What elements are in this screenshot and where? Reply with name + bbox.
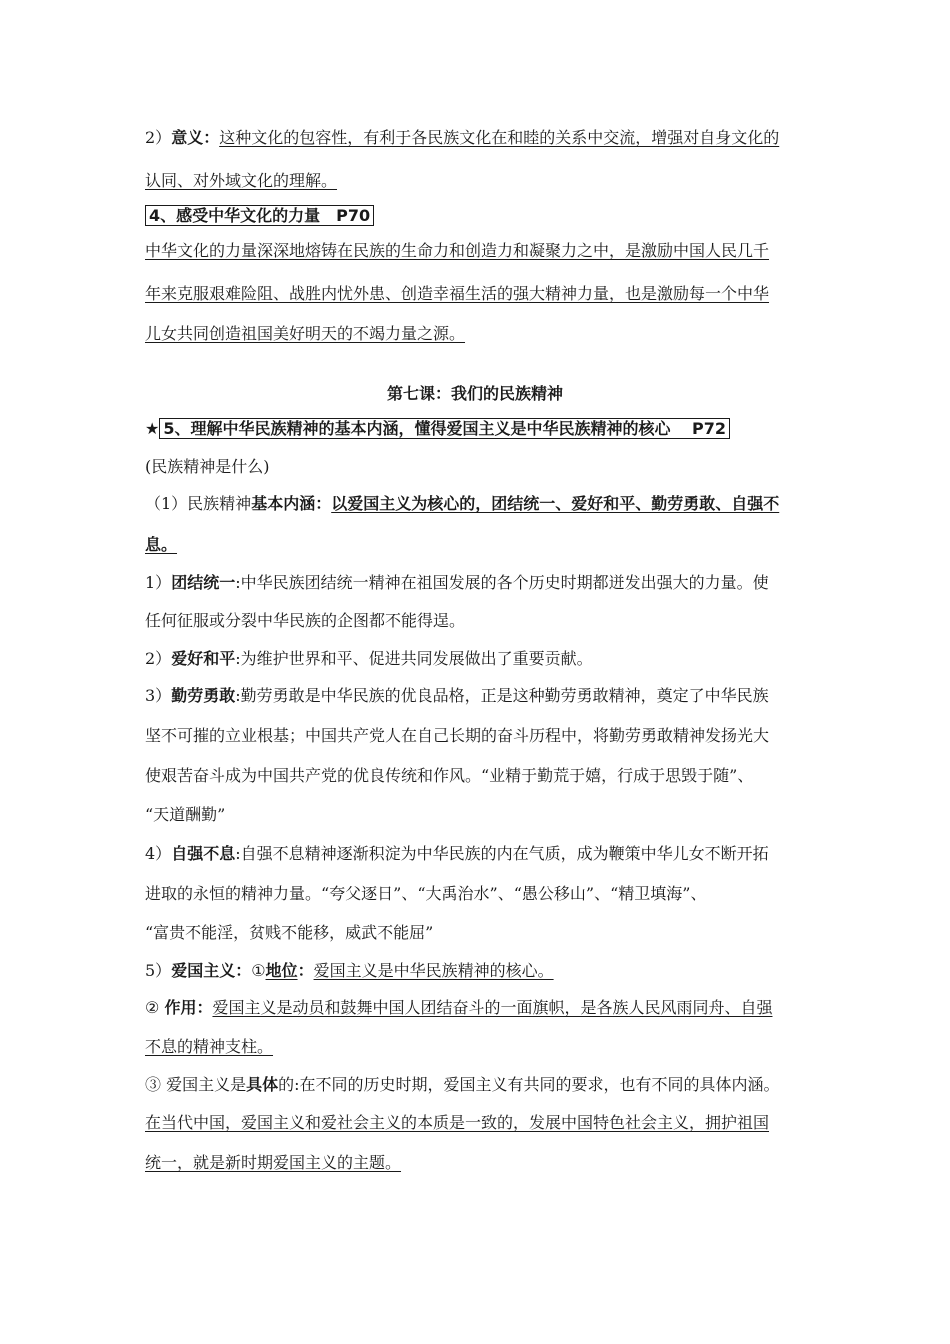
peace-text: :为维护世界和平、促进共同发展做出了重要贡献。 (235, 649, 593, 668)
culture-power-text-2: 年来克服艰难险阻、战胜内忧外患、创造幸福生活的强大精神力量，也是激励每一个中华 (145, 284, 770, 303)
unity-line-1 (145, 572, 769, 594)
significance-line-2 (145, 170, 337, 192)
concrete-text-2: 在当代中国，爱国主义和爱社会主义的本质是一致的，发展中国特色社会主义，拥护祖国 (145, 1113, 770, 1132)
diligence-label: 勤劳勇敢 (171, 686, 236, 705)
significance-label: 意义： (171, 128, 220, 147)
item-number: 2） (145, 128, 172, 147)
basic-meaning-prefix: （1）民族精神 (145, 494, 252, 513)
unity-label: 团结统一 (171, 573, 236, 592)
diligence-text-1: :勤劳勇敢是中华民族的优良品格，正是这种勤劳勇敢精神，奠定了中华民族 (235, 686, 769, 705)
item-number: 1） (145, 573, 172, 592)
culture-power-text-3: 儿女共同创造祖国美好明天的不竭力量之源。 (145, 324, 466, 343)
item-number: 4） (145, 844, 172, 863)
item-number: 3） (145, 686, 172, 705)
item-number: 5） (145, 961, 172, 980)
function-label: 作用 (164, 998, 197, 1017)
section-heading-5 (145, 418, 730, 440)
concrete-label: 具体 (246, 1075, 279, 1094)
function-line-1 (145, 997, 772, 1019)
basic-meaning-label: 基本内涵： (251, 494, 332, 513)
patriotism-label: 爱国主义： (171, 961, 252, 980)
item-number: 2） (145, 649, 172, 668)
diligence-line-1 (145, 685, 769, 707)
diligence-line-2: 坚不可摧的立业根基；中国共产党人在自己长期的奋斗历程中，将勤劳勇敢精神发扬光大 (145, 726, 770, 745)
concrete-text-1: 的:在不同的历史时期，爱国主义有共同的要求，也有不同的具体内涵。 (278, 1075, 780, 1094)
concrete-line-3 (145, 1152, 401, 1174)
self-strength-text-1: :自强不息精神逐渐积淀为中华民族的内在气质，成为鞭策中华儿女不断开拓 (235, 844, 769, 863)
self-strength-line-2: 进取的永恒的精神力量。“夸父逐日”、“大禹治水”、“愚公移山”、“精卫填海”、 (145, 884, 707, 903)
self-strength-line-3: “富贵不能淫，贫贱不能移，威武不能屈” (145, 923, 434, 942)
patriotism-line (145, 960, 554, 982)
function-colon: ： (196, 998, 213, 1017)
function-line-2 (145, 1036, 273, 1058)
peace-label: 爱好和平 (171, 649, 236, 668)
basic-meaning-line-1 (145, 493, 779, 515)
heading-4-box: 4、感受中华文化的力量 P70 (145, 205, 374, 226)
status-text: 爱国主义是中华民族精神的核心。 (313, 961, 554, 980)
section-heading-4 (145, 205, 374, 227)
culture-power-text-1: 中华文化的力量深深地熔铸在民族的生命力和创造力和凝聚力之中，是激励中国人民几千 (145, 241, 770, 260)
function-text-2: 不息的精神支柱。 (145, 1037, 274, 1056)
status-label: 地位 (265, 961, 298, 980)
star-icon: ★ (145, 419, 160, 438)
unity-text-1: :中华民族团结统一精神在祖国发展的各个历史时期都迸发出强大的力量。使 (235, 573, 769, 592)
status-colon: ： (297, 961, 314, 980)
self-strength-line-1 (145, 843, 769, 865)
significance-line-1 (145, 127, 779, 149)
significance-text: 这种文化的包容性，有利于各民族文化在和睦的关系中交流，增强对自身文化的 (219, 128, 780, 147)
culture-power-line-3 (145, 323, 465, 345)
lesson-title: 第七课：我们的民族精神 (386, 384, 563, 403)
basic-meaning-text: 以爱国主义为核心的，团结统一、爱好和平、勤劳勇敢、自强不 (331, 494, 780, 513)
circled-number: ② (145, 998, 165, 1017)
self-strength-label: 自强不息 (171, 844, 236, 863)
culture-power-line-1 (145, 240, 769, 262)
function-text-1: 爱国主义是动员和鼓舞中国人团结奋斗的一面旗帜，是各族人民风雨同舟、自强 (212, 998, 773, 1017)
concrete-text-3: 统一，就是新时期爱国主义的主题。 (145, 1153, 402, 1172)
peace-line (145, 648, 593, 670)
concrete-line-1 (145, 1074, 780, 1096)
concrete-line-2 (145, 1112, 769, 1134)
significance-text-cont: 认同、对外域文化的理解。 (145, 171, 338, 190)
basic-meaning-text-cont: 息。 (145, 535, 178, 554)
concrete-prefix: ③ 爱国主义是 (145, 1075, 247, 1094)
basic-meaning-line-2 (145, 534, 177, 556)
culture-power-line-2 (145, 283, 769, 305)
circled-number: ① (251, 961, 266, 980)
note-line: (民族精神是什么) (145, 457, 270, 476)
diligence-line-3: 使艰苦奋斗成为中国共产党的优良传统和作风。“业精于勤荒于嬉，行成于思毁于随”、 (145, 766, 754, 785)
heading-5-box: 5、理解中华民族精神的基本内涵，懂得爱国主义是中华民族精神的核心 P72 (159, 418, 730, 439)
unity-line-2: 任何征服或分裂中华民族的企图都不能得逞。 (145, 611, 466, 630)
diligence-line-4: “天道酬勤” (145, 805, 226, 824)
